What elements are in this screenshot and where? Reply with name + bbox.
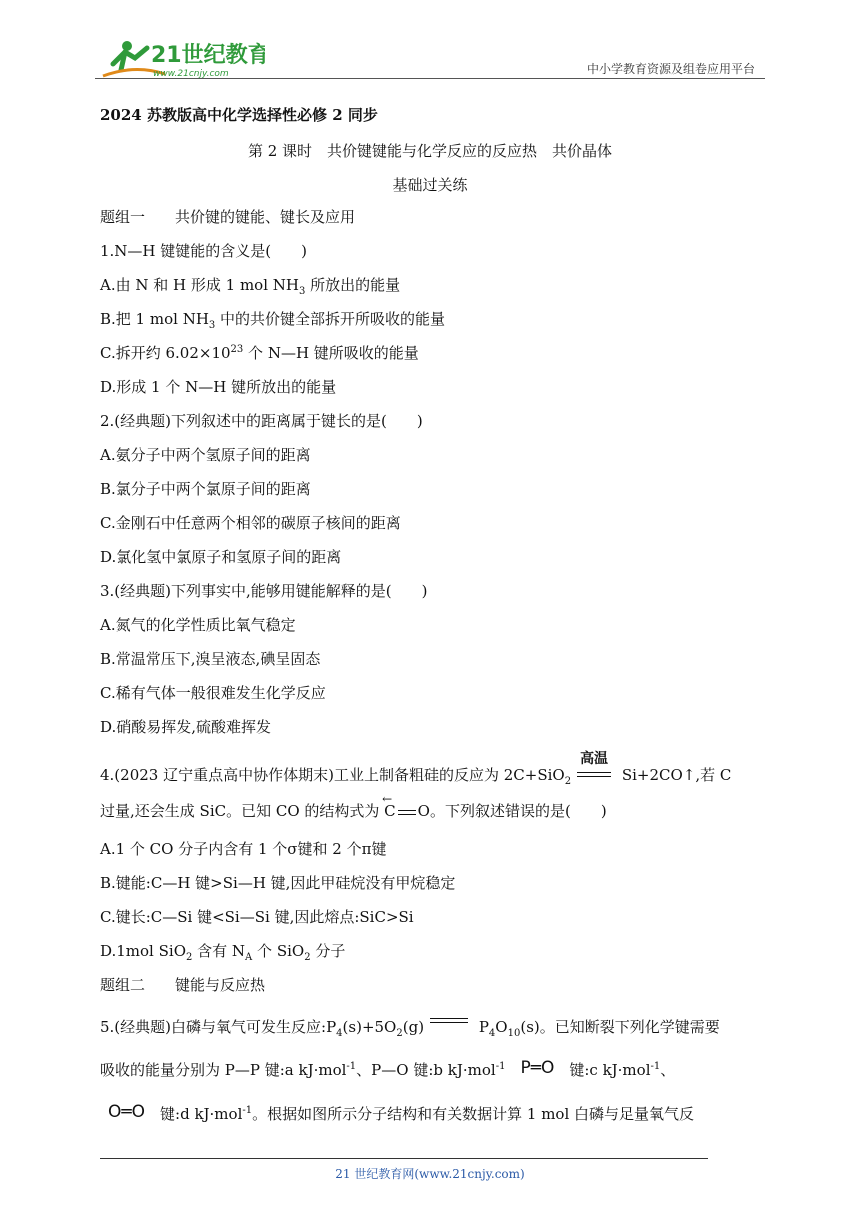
question-stem: 4.(2023 辽宁重点高中协作体期末)工业上制备粗硅的反应为 2C+SiO$_2$ 高温 Si+2CO↑,若 C [100,751,732,787]
option-d: D.1mol SiO$_2$ 含有 $N_A$ 个 SiO$_2$ 分子 [100,942,346,963]
option-b: B.把 1 mol $NH_3$ 中的共价键全部拆开所吸收的能量 [100,310,446,331]
header-platform-text: 中小学教育资源及组卷应用平台 [586,62,755,76]
option-b: B.常温常压下,溴呈液态,碘呈固态 [100,650,321,668]
logo-url: www.21cnjy.com [153,69,229,79]
option-b: B.氯分子中两个氯原子间的距离 [100,480,311,498]
group-heading: 题组二 键能与反应热 [100,976,266,994]
lesson-title: 第 2 课时 共价键键能与化学反应的反应热 共价晶体 [247,142,613,160]
site-logo [95,34,265,80]
header-divider [95,78,765,79]
option-c: C.键长:C—Si 键<Si—Si 键,因此熔点:SiC>Si [100,908,414,926]
option-d: D.硝酸易挥发,硫酸难挥发 [100,718,272,736]
option-a: A.氮气的化学性质比氧气稳定 [100,616,296,634]
option-b: B.键能:C—H 键>Si—H 键,因此甲硅烷没有甲烷稳定 [100,874,456,892]
question-stem: 1.N—H 键键能的含义是( ) [100,242,307,260]
option-c: C.拆开约 $6.02\times 10^{23}$ 个 N—H 键所吸收的能量 [100,344,419,362]
option-d: D.形成 1 个 N—H 键所放出的能量 [100,378,337,396]
option-c: C.金刚石中任意两个相邻的碳原子核间的距离 [100,514,401,532]
option-c: C.稀有气体一般很难发生化学反应 [100,684,326,702]
question-stem-line3: O═O 键:d kJ·mol$^{-1}$。根据如图所示分子结构和有关数据计算 1 mol 白磷与足量氧气反 [108,1102,695,1123]
o-o-double-bond: O═O [108,1102,145,1122]
footer-link[interactable]: 21 世纪教育网(www.21cnjy.com) [335,1167,525,1181]
doc-title: 2024 苏教版高中化学选择性必修 2 同步 [100,106,378,124]
question-stem: 5.(经典题)白磷与氧气可发生反应$:P_4(s)+5O_2(g)$ $P_4O_{10}(s)$。已知断裂下列化学键需要 [100,1018,720,1039]
question-stem-line2: 吸收的能量分别为 P—P 键:a kJ·mol$^{-1}$、P—O 键:b kJ·mol$^{-1}$ P═O 键:c kJ·mol$^{-1}$、 [100,1058,676,1079]
group-heading: 题组一 共价键的键能、键长及应用 [100,208,356,226]
reaction-condition-arrow: 高温 [577,770,611,782]
reaction-equal-sign [430,1022,468,1034]
option-d: D.氯化氢中氯原子和氢原子间的距离 [100,548,342,566]
question-stem-line2: 过量,还会生成 SiC。已知 CO 的结构式为 C ← O。下列叙述错误的是( ) [100,792,607,820]
logo-text: 21世纪教育 [151,43,265,68]
question-stem: 2.(经典题)下列叙述中的距离属于键长的是( ) [100,412,423,430]
question-stem: 3.(经典题)下列事实中,能够用键能解释的是( ) [100,582,428,600]
option-a: A.由 N 和 H 形成 1 mol $NH_3$ 所放出的能量 [100,276,401,297]
section-title: 基础过关练 [392,176,468,194]
footer-divider [100,1158,708,1159]
p-o-double-bond: P═O [520,1058,555,1078]
option-a: A.氨分子中两个氢原子间的距离 [100,446,311,464]
co-structure-formula: C ← O [382,792,430,820]
option-a: A.1 个 CO 分子内含有 1 个σ键和 2 个π键 [100,840,387,858]
